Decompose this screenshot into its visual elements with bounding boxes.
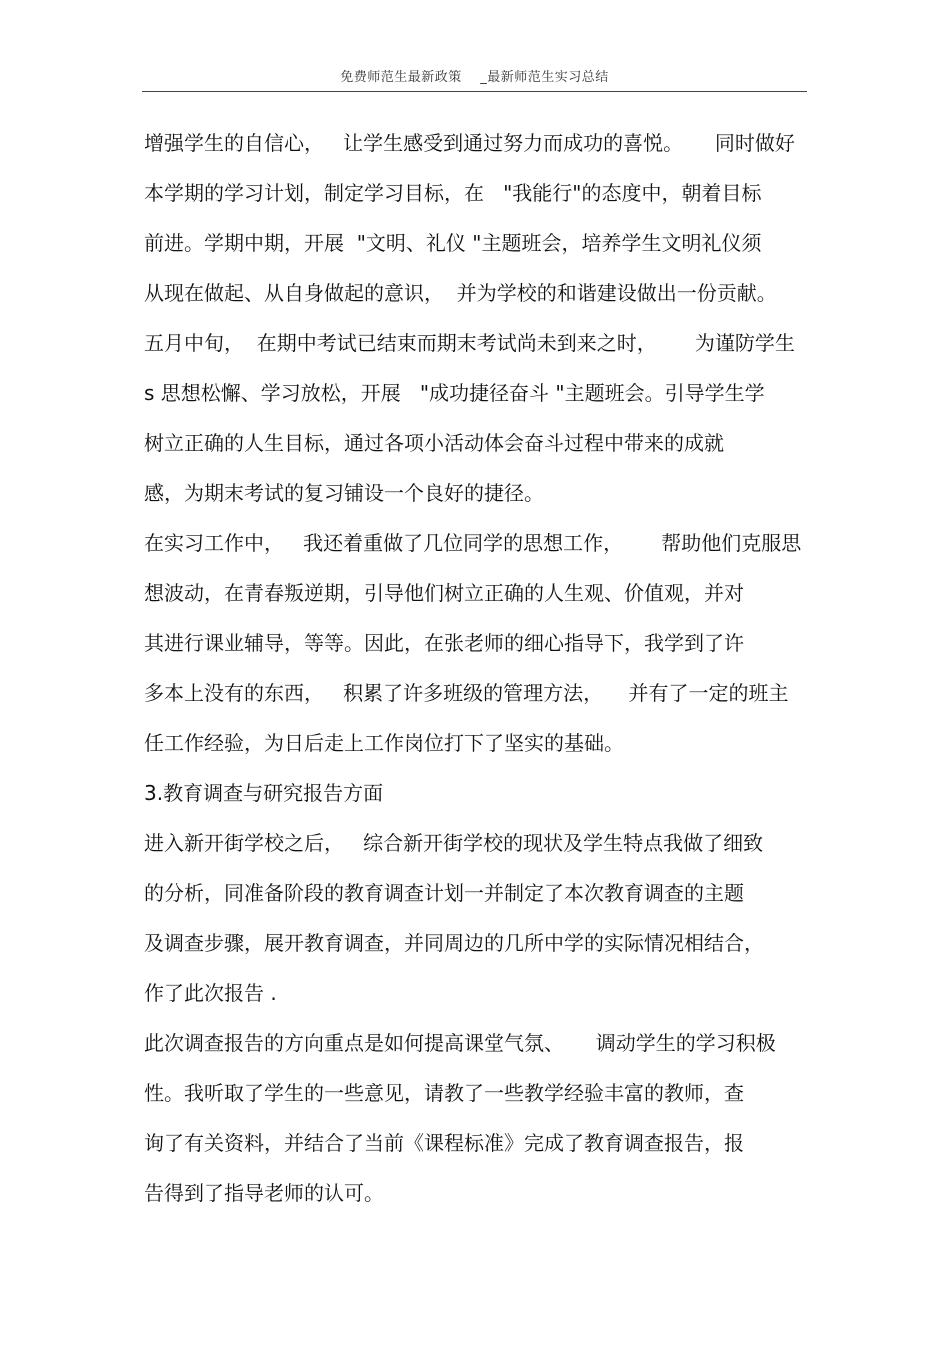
text-line: 此次调查报告的方向重点是如何提高课堂气氛、 调动学生的学习积极	[144, 1031, 776, 1055]
header-title-left: 免费师范生最新政策	[340, 70, 462, 85]
text-line: 的分析，同准备阶段的教育调查计划一并制定了本次教育调查的主题	[144, 881, 744, 905]
text-line: 五月中旬， 在期中考试已结束而期末考试尚未到来之时， 为谨防学生	[144, 331, 795, 355]
text-line: 作了此次报告 .	[144, 981, 277, 1005]
page-header	[142, 66, 807, 85]
text-line: 告得到了指导老师的认可。	[144, 1181, 384, 1205]
text-line: 进入新开街学校之后， 综合新开街学校的现状及学生特点我做了细致	[144, 831, 764, 855]
text-line: 性。我听取了学生的一些意见，请教了一些教学经验丰富的教师，查	[144, 1081, 744, 1105]
body-text	[144, 118, 808, 1218]
text-line: s 思想松懈、学习放松，开展 "成功捷径奋斗 "主题班会。引导学生学	[144, 381, 765, 405]
text-line: 感，为期末考试的复习铺设一个良好的捷径。	[144, 481, 544, 505]
text-line: 增强学生的自信心， 让学生感受到通过努力而成功的喜悦。 同时做好	[144, 131, 795, 155]
text-line: 及调查步骤，展开教育调查，并同周边的几所中学的实际情况相结合，	[144, 931, 764, 955]
text-line: 从现在做起、从自身做起的意识， 并为学校的和谐建设做出一份贡献。	[144, 281, 777, 305]
text-line: 想波动，在青春叛逆期，引导他们树立正确的人生观、价值观，并对	[144, 581, 744, 605]
text-line: 树立正确的人生目标，通过各项小活动体会奋斗过程中带来的成就	[144, 431, 724, 455]
text-line: 多本上没有的东西， 积累了许多班级的管理方法， 并有了一定的班主	[144, 681, 789, 705]
header-title-right: _最新师范生实习总结	[480, 70, 609, 85]
text-line: 其进行课业辅导，等等。因此，在张老师的细心指导下，我学到了许	[144, 631, 744, 655]
text-line: 在实习工作中， 我还着重做了几位同学的思想工作， 帮助他们克服思	[144, 531, 802, 555]
text-line: 任工作经验，为日后走上工作岗位打下了坚实的基础。	[144, 731, 624, 755]
text-line: 前进。学期中期，开展 "文明、礼仪 "主题班会，培养学生文明礼仪须	[144, 231, 762, 255]
text-line: 本学期的学习计划，制定学习目标，在 "我能行"的态度中，朝着目标	[144, 181, 762, 205]
section-heading: 3.教育调查与研究报告方面	[144, 781, 384, 805]
text-line: 询了有关资料，并结合了当前《课程标准》完成了教育调查报告，报	[144, 1131, 744, 1155]
header-divider	[142, 91, 807, 92]
